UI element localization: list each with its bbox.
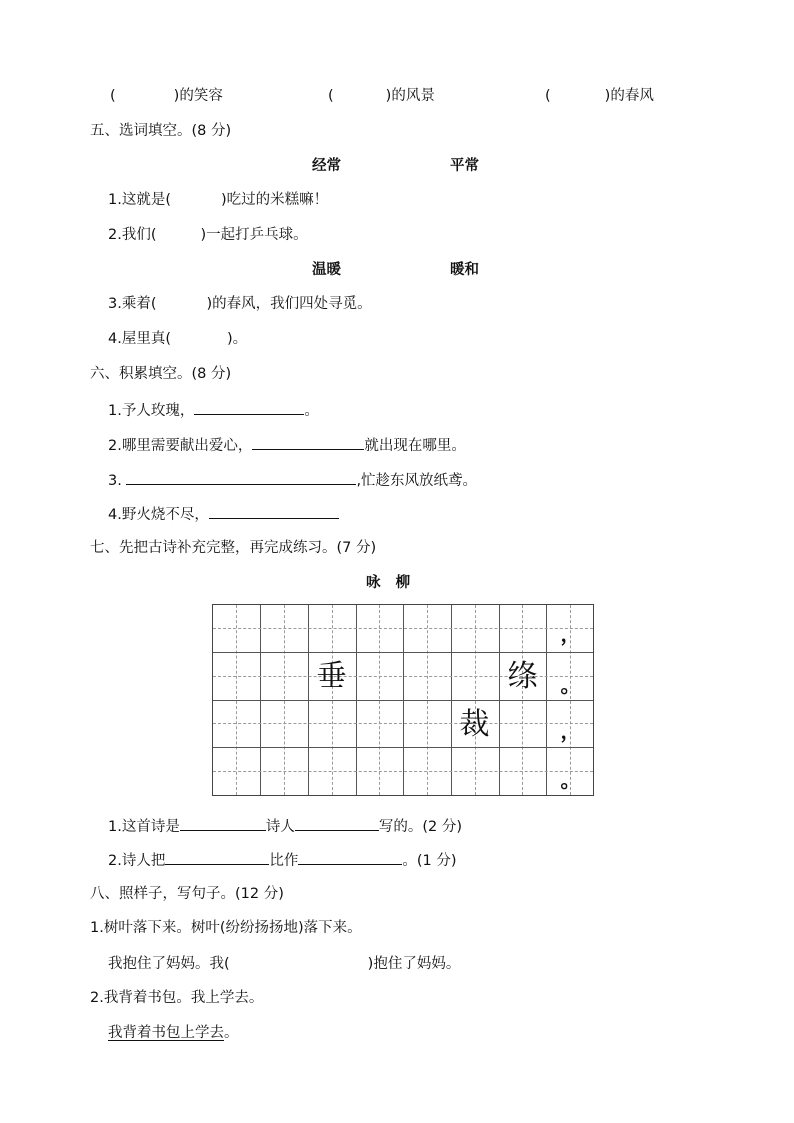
poem-punct-3: ， — [560, 719, 581, 743]
s5-question-4: 4.屋里真( )。 — [108, 331, 248, 347]
answer-blank[interactable] — [165, 849, 269, 865]
poem-punct-4: 。 — [560, 768, 581, 792]
s8-example-2-answer: 我背着书包上学去。 — [108, 1025, 239, 1041]
s8-example-2: 2.我背着书包。我上学去。 — [90, 990, 264, 1006]
poem-writing-grid — [212, 604, 594, 796]
answer-blank[interactable] — [252, 434, 364, 450]
s5-question-3: 3.乘着( )的春风，我们四处寻觅。 — [108, 296, 372, 312]
s7-question-1: 1.这首诗是 诗人 写的。(2 分) — [108, 815, 462, 837]
s7-question-2: 2.诗人把 比作 。(1 分) — [108, 849, 457, 871]
s8-example-1: 1.树叶落下来。树叶(纷纷扬扬地)落下来。 — [90, 920, 362, 936]
s6-question-3: 3. ,忙趁东风放纸鸢。 — [108, 469, 477, 491]
section-5-heading: 五、选词填空。(8 分) — [90, 123, 232, 139]
answer-blank[interactable] — [295, 815, 379, 831]
poem-char-chui: 垂 — [316, 659, 347, 694]
s6-question-4: 4.野火烧不尽， — [108, 503, 339, 525]
poem-char-cai: 裁 — [459, 707, 490, 742]
poem-title: 咏 柳 — [366, 575, 411, 591]
phrase-item-2: ( )的风景 — [328, 88, 435, 104]
s6-question-1: 1.予人玫瑰， 。 — [108, 399, 319, 421]
phrase-item-3: ( )的春风 — [545, 88, 654, 104]
s5-question-1: 1.这就是( )吃过的米糕嘛！ — [108, 192, 329, 208]
answer-blank[interactable] — [126, 469, 356, 485]
phrase-item-1: ( )的笑容 — [110, 88, 223, 104]
s6-question-2: 2.哪里需要献出爱心， 就出现在哪里。 — [108, 434, 466, 456]
word-choice-2: 平常 — [450, 158, 479, 174]
section-8-heading: 八、照样子，写句子。(12 分) — [90, 886, 284, 902]
word-choice-1: 经常 — [312, 158, 341, 174]
answer-blank[interactable] — [209, 503, 339, 519]
poem-punct-2: 。 — [560, 673, 581, 697]
section-6-heading: 六、积累填空。(8 分) — [90, 366, 232, 382]
answer-blank[interactable] — [298, 849, 402, 865]
section-7-heading: 七、先把古诗补充完整，再完成练习。(7 分) — [90, 540, 377, 556]
answer-blank[interactable] — [194, 399, 304, 415]
word-choice-4: 暖和 — [450, 262, 479, 278]
s8-task-1: 我抱住了妈妈。我( )抱住了妈妈。 — [108, 956, 461, 972]
poem-punct-1: ， — [560, 622, 581, 646]
s5-question-2: 2.我们( )一起打乒乓球。 — [108, 227, 308, 243]
answer-blank[interactable] — [180, 815, 266, 831]
poem-char-tao: 绦 — [507, 659, 538, 694]
word-choice-3: 温暖 — [312, 262, 341, 278]
